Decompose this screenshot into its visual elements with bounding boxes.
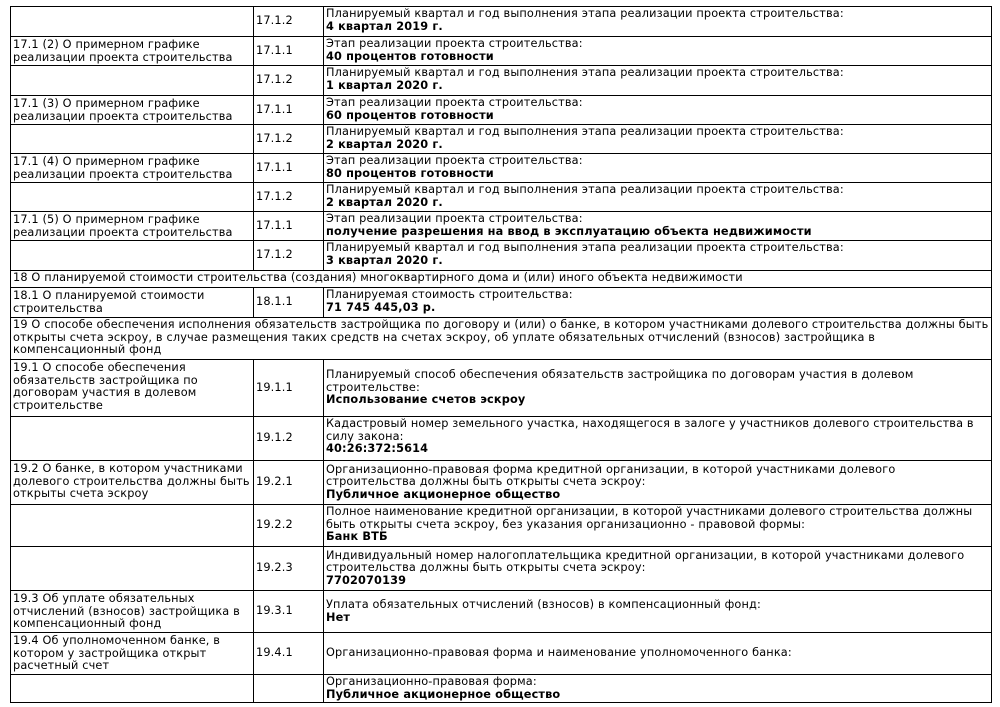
- section-heading: 19 О способе обеспечения исполнения обязательств застройщика по договору и (или) о банке, в котором участниками долевого строительства должны быть открыты счета эскроу, в случае размещения таких средств на счетах эскроу, об уплате обязательных отчислений (взносов) застройщика в компенсационный фонд: [11, 318, 992, 360]
- code-cell: 17.1.2: [254, 125, 324, 154]
- section-cell: [11, 66, 254, 96]
- table-row: [11, 154, 992, 183]
- table-row: [11, 241, 992, 271]
- table-body: [11, 7, 992, 703]
- field-value: 40 процентов готовности: [326, 49, 494, 63]
- code-cell: 19.2.1: [254, 461, 324, 505]
- field-label: Планируемый квартал и год выполнения этапа реализации проекта строительства:: [326, 66, 844, 79]
- field-value: 1 квартал 2020 г.: [326, 78, 443, 92]
- field-value: 80 процентов готовности: [326, 166, 494, 180]
- value-cell: [324, 547, 992, 591]
- field-value: 71 745 445,03 р.: [326, 300, 436, 314]
- table-row: [11, 183, 992, 212]
- field-label: Организационно-правовая форма и наименование уполномоченного банка:: [326, 646, 792, 660]
- value-cell: [324, 505, 992, 547]
- field-label: Организационно-правовая форма:: [326, 675, 537, 688]
- code-cell: [254, 675, 324, 703]
- table-row: [11, 461, 992, 505]
- field-label: Полное наименование кредитной организации, в которой участниками долевого строительства должны быть открыты счета эскроу, без указания организационно - правовой формы:: [326, 505, 973, 531]
- table-row: [11, 212, 992, 241]
- code-cell: 17.1.2: [254, 241, 324, 271]
- field-value: 4 квартал 2019 г.: [326, 19, 443, 33]
- section-heading: 18 О планируемой стоимости строительства (создания) многоквартирного дома и (или) иного объекта недвижимости: [11, 271, 992, 288]
- field-label: Планируемый способ обеспечения обязательств застройщика по договорам участия в долевом строительстве:: [326, 368, 914, 394]
- field-value: 40:26:372:5614: [326, 442, 429, 456]
- value-cell: [324, 417, 992, 461]
- field-label: Этап реализации проекта строительства:: [326, 154, 583, 167]
- field-value: 2 квартал 2020 г.: [326, 195, 443, 209]
- field-value: 60 процентов готовности: [326, 108, 494, 122]
- value-cell: [324, 183, 992, 212]
- value-cell: [324, 7, 992, 37]
- section-cell: 19.2 О банке, в котором участниками долевого строительства должны быть открыты счета эскроу: [11, 461, 254, 505]
- field-label: Планируемый квартал и год выполнения этапа реализации проекта строительства:: [326, 183, 844, 196]
- field-label: Планируемый квартал и год выполнения этапа реализации проекта строительства:: [326, 7, 844, 20]
- table-row: [11, 288, 992, 318]
- section-cell: 18.1 О планируемой стоимости строительства: [11, 288, 254, 318]
- code-cell: 17.1.2: [254, 66, 324, 96]
- section-cell: [11, 417, 254, 461]
- section-header-row: [11, 271, 992, 288]
- field-value: 2 квартал 2020 г.: [326, 137, 443, 151]
- value-cell: [324, 633, 992, 675]
- section-cell: [11, 241, 254, 271]
- field-value: 7702070139: [326, 573, 407, 587]
- table-row: [11, 360, 992, 417]
- field-label: Планируемая стоимость строительства:: [326, 288, 573, 301]
- table-row: [11, 125, 992, 154]
- section-cell: 17.1 (4) О примерном графике реализации проекта строительства: [11, 154, 254, 183]
- section-cell: 17.1 (3) О примерном графике реализации проекта строительства: [11, 96, 254, 125]
- field-label: Индивидуальный номер налогоплательщика кредитной организации, в которой участниками долевого строительства должны быть открыты счета эскроу:: [326, 548, 965, 575]
- section-header-row: [11, 318, 992, 360]
- field-label: Этап реализации проекта строительства:: [326, 96, 583, 109]
- section-cell: [11, 505, 254, 547]
- field-label: Планируемый квартал и год выполнения этапа реализации проекта строительства:: [326, 125, 844, 138]
- field-label: Кадастровый номер земельного участка, находящегося в залоге у участников долевого строительства в силу закона:: [326, 417, 974, 443]
- field-value: Использование счетов эскроу: [326, 393, 526, 407]
- table-row: [11, 96, 992, 125]
- code-cell: 17.1.1: [254, 154, 324, 183]
- code-cell: 17.1.2: [254, 183, 324, 212]
- section-cell: [11, 675, 254, 703]
- field-value: Публичное акционерное общество: [326, 687, 561, 701]
- section-cell: [11, 7, 254, 37]
- value-cell: [324, 288, 992, 318]
- value-cell: [324, 37, 992, 66]
- table-row: [11, 37, 992, 66]
- section-cell: [11, 183, 254, 212]
- field-label: Этап реализации проекта строительства:: [326, 37, 583, 50]
- section-cell: 19.1 О способе обеспечения обязательств застройщика по договорам участия в долевом строительстве: [11, 360, 254, 417]
- code-cell: 19.2.3: [254, 547, 324, 591]
- code-cell: 18.1.1: [254, 288, 324, 318]
- value-cell: [324, 591, 992, 633]
- code-cell: 19.3.1: [254, 591, 324, 633]
- field-value: 3 квартал 2020 г.: [326, 253, 443, 267]
- table-row: [11, 505, 992, 547]
- field-value: Банк ВТБ: [326, 530, 388, 544]
- field-value: Нет: [326, 610, 351, 624]
- code-cell: 17.1.1: [254, 96, 324, 125]
- table-row: [11, 7, 992, 37]
- section-cell: 19.4 Об уполномоченном банке, в котором у застройщика открыт расчетный счет: [11, 633, 254, 675]
- section-cell: 17.1 (5) О примерном графике реализации проекта строительства: [11, 212, 254, 241]
- table-row: [11, 66, 992, 96]
- section-cell: 19.3 Об уплате обязательных отчислений (взносов) застройщика в компенсационный фонд: [11, 591, 254, 633]
- code-cell: 19.1.1: [254, 360, 324, 417]
- section-cell: 17.1 (2) О примерном графике реализации проекта строительства: [11, 37, 254, 66]
- value-cell: [324, 461, 992, 505]
- field-label: Этап реализации проекта строительства:: [326, 212, 583, 225]
- field-value: получение разрешения на ввод в эксплуатацию объекта недвижимости: [326, 224, 812, 238]
- value-cell: [324, 675, 992, 703]
- field-label: Уплата обязательных отчислений (взносов) в компенсационный фонд:: [326, 597, 761, 611]
- field-label: Организационно-правовая форма кредитной организации, в которой участниками долевого строительства должны быть открыты счета эскроу:: [326, 462, 896, 489]
- code-cell: 19.1.2: [254, 417, 324, 461]
- code-cell: 17.1.1: [254, 37, 324, 66]
- code-cell: 17.1.1: [254, 212, 324, 241]
- code-cell: 17.1.2: [254, 7, 324, 37]
- table-row: [11, 633, 992, 675]
- table-row: [11, 547, 992, 591]
- table-row: [11, 417, 992, 461]
- table-row: [11, 675, 992, 703]
- value-cell: [324, 96, 992, 125]
- section-cell: [11, 547, 254, 591]
- value-cell: [324, 212, 992, 241]
- disclosure-table: [10, 6, 992, 703]
- code-cell: 19.2.2: [254, 505, 324, 547]
- value-cell: [324, 360, 992, 417]
- field-value: Публичное акционерное общество: [326, 487, 561, 501]
- table-row: [11, 591, 992, 633]
- value-cell: [324, 154, 992, 183]
- field-label: Планируемый квартал и год выполнения этапа реализации проекта строительства:: [326, 241, 844, 254]
- code-cell: 19.4.1: [254, 633, 324, 675]
- section-cell: [11, 125, 254, 154]
- value-cell: [324, 125, 992, 154]
- value-cell: [324, 66, 992, 96]
- value-cell: [324, 241, 992, 271]
